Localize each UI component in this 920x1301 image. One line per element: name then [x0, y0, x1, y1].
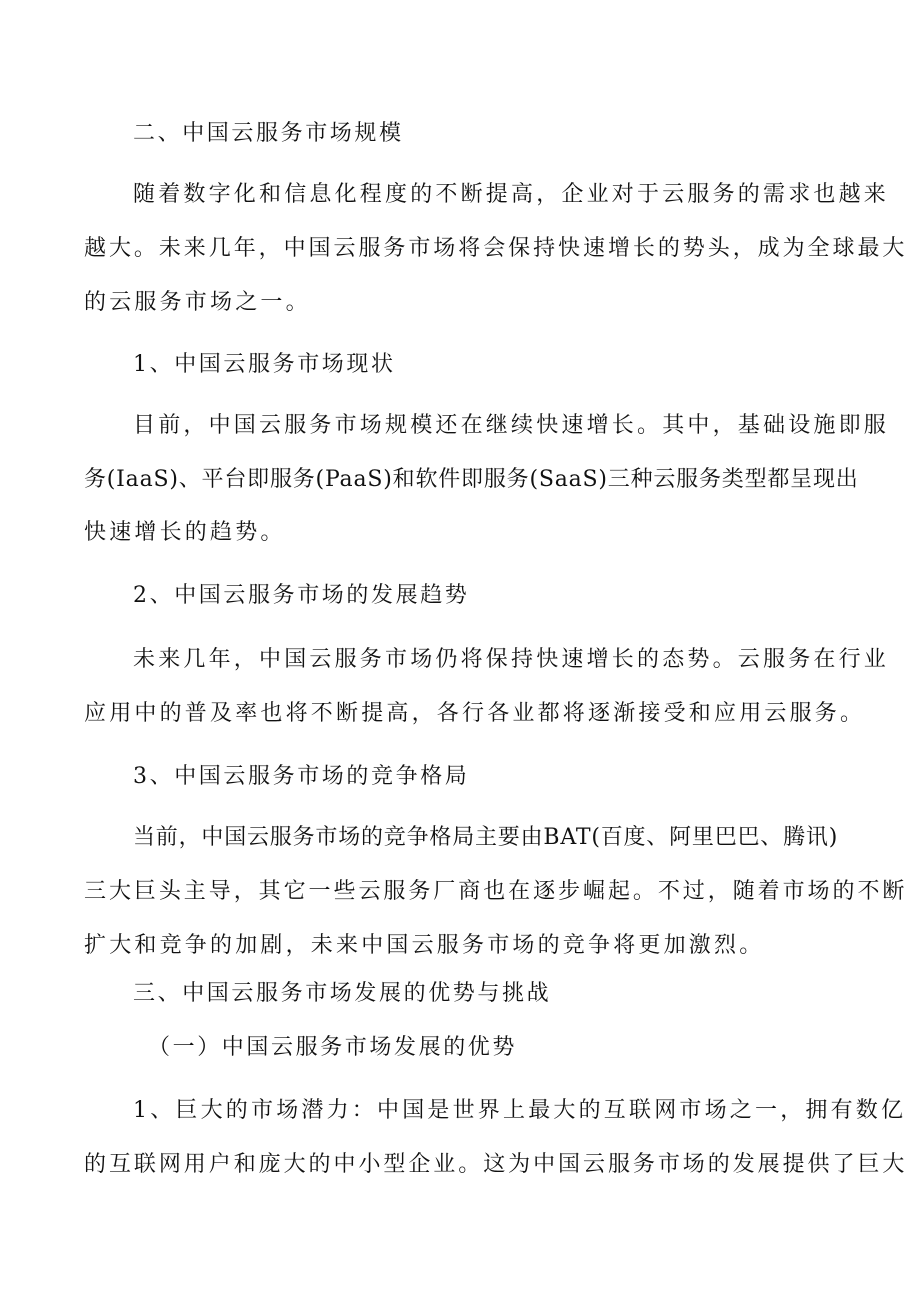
section3-sub-heading: （一）中国云服务市场发展的优势: [148, 1035, 518, 1060]
sub2-heading: 2、中国云服务市场的发展趋势: [133, 583, 470, 608]
sub3-text-line-2: 三大巨头主导，其它一些云服务厂商也在逐步崛起。不过，随着市场的不断: [84, 879, 908, 904]
sub1-text-line-3: 快速增长的趋势。: [84, 520, 286, 545]
section2-intro-line-3: 的云服务市场之一。: [84, 290, 311, 315]
sub3-text-line-3: 扩大和竞争的加剧，未来中国云服务市场的竞争将更加激烈。: [84, 933, 765, 958]
section3-heading: 三、中国云服务市场发展的优势与挑战: [133, 981, 552, 1006]
section2-intro-line-1: 随着数字化和信息化程度的不断提高，企业对于云服务的需求也越来: [133, 182, 890, 207]
section2-heading: 二、中国云服务市场规模: [133, 121, 404, 146]
advantage1-text-line-2: 的互联网用户和庞大的中小型企业。这为中国云服务市场的发展提供了巨大: [84, 1152, 908, 1177]
sub2-text-line-2: 应用中的普及率也将不断提高，各行各业都将逐渐接受和应用云服务。: [84, 701, 866, 726]
advantage1-text-line-1: 1、巨大的市场潜力：中国是世界上最大的互联网市场之一，拥有数亿: [133, 1098, 907, 1123]
sub2-text-line-1: 未来几年，中国云服务市场仍将保持快速增长的态势。云服务在行业: [133, 647, 890, 672]
section2-intro-line-2: 越大。未来几年，中国云服务市场将会保持快速增长的势头，成为全球最大: [84, 236, 908, 261]
sub3-heading: 3、中国云服务市场的竞争格局: [133, 764, 470, 789]
sub1-heading: 1、中国云服务市场现状: [133, 352, 396, 377]
sub3-text-line-1: 当前，中国云服务市场的竞争格局主要由BAT(百度、阿里巴巴、腾讯): [133, 825, 839, 850]
sub1-text-line-1: 目前，中国云服务市场规模还在继续快速增长。其中，基础设施即服: [133, 413, 890, 438]
sub1-text-line-2: 务(IaaS)、平台即服务(PaaS)和软件即服务(SaaS)三种云服务类型都呈现出: [84, 467, 859, 492]
